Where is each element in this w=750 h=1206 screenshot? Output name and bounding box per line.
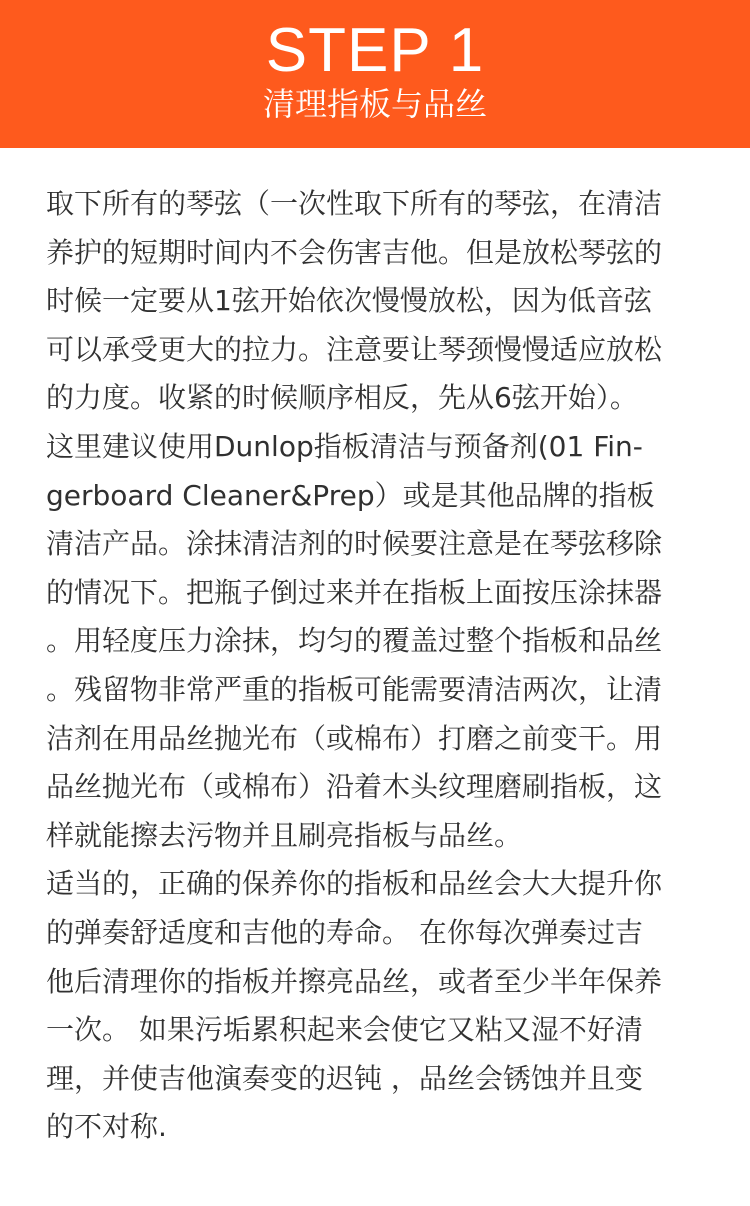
text-line: 一次。 如果污垢累积起来会使它又粘又湿不好清 (46, 1013, 643, 1047)
text-line: 取下所有的琴弦（一次性取下所有的琴弦，在清洁 (46, 187, 663, 220)
text-line: 这里建议使用Dunlop指板清洁与预备剂(01 Fin- (46, 429, 643, 463)
step-title: STEP 1 (265, 16, 485, 85)
text-line: 可以承受更大的拉力。注意要让琴颈慢慢适应放松 (46, 332, 663, 366)
text-line: 时候一定要从1弦开始依次慢慢放松，因为低音弦 (46, 284, 652, 318)
text-line: gerboard Cleaner&Prep）或是其他品牌的指板 (46, 478, 655, 512)
text-line: 养护的短期时间内不会伤害吉他。但是放松琴弦的 (46, 235, 663, 269)
step-subtitle: 清理指板与品丝 (262, 85, 487, 123)
text-line: 清洁产品。涂抹清洁剂的时候要注意是在琴弦移除 (46, 527, 663, 561)
text-line: 的弹奏舒适度和吉他的寿命。 在你每次弹奏过吉 (46, 915, 643, 949)
text-line: 的力度。收紧的时候顺序相反，先从6弦开始）。 (46, 381, 638, 415)
text-line: 适当的，正确的保养你的指板和品丝会大大提升你 (46, 867, 663, 901)
text-line: 他后清理你的指板并擦亮品丝，或者至少半年保养 (46, 964, 663, 998)
text-line: 品丝抛光布（或棉布）沿着木头纹理磨刷指板，这 (46, 770, 663, 804)
text-line: 的不对称. (46, 1110, 167, 1144)
text-line: 的情况下。把瓶子倒过来并在指板上面按压涂抹器 (46, 575, 663, 609)
text-line: 洁剂在用品丝抛光布（或棉布）打磨之前变干。用 (46, 721, 663, 755)
instructions-text (46, 180, 712, 1152)
text-line: 。用轻度压力涂抹，均匀的覆盖过整个指板和品丝 (46, 624, 663, 658)
text-line: 理，并使吉他演奏变的迟钝 ，品丝会锈蚀并且变 (46, 1061, 643, 1095)
text-line: 样就能擦去污物并且刷亮指板与品丝。 (46, 818, 523, 852)
step-header (0, 0, 750, 148)
text-line: 。残留物非常严重的指板可能需要清洁两次，让清 (46, 672, 663, 706)
